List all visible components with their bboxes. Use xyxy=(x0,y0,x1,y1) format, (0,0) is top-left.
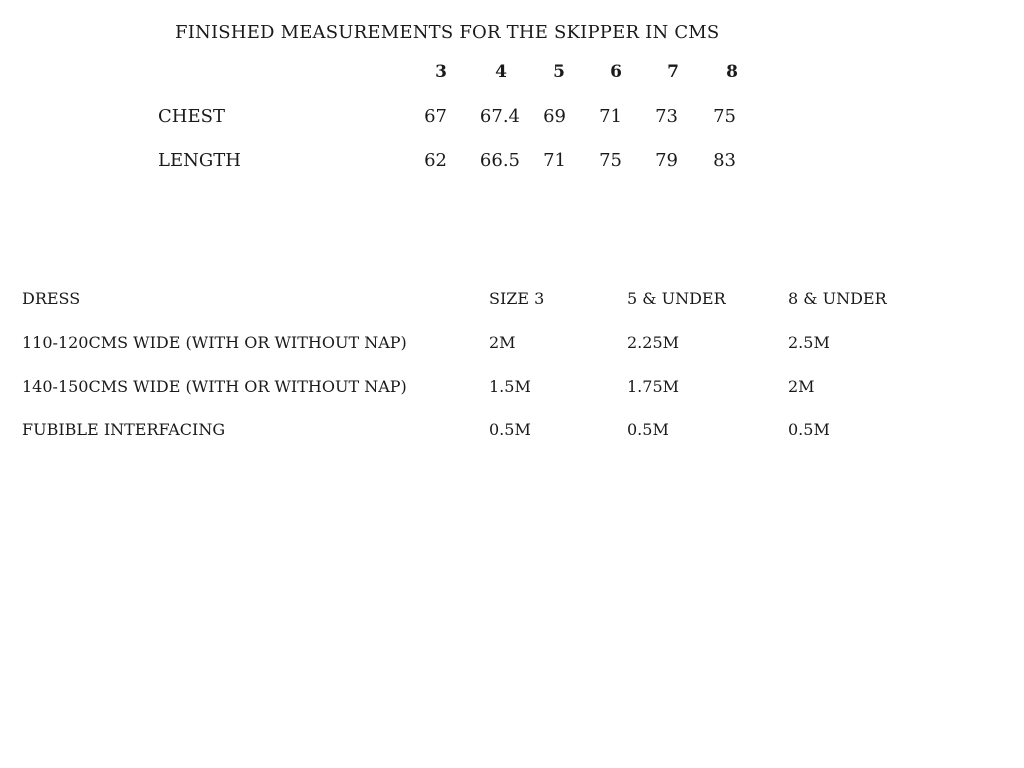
size-header-7: 7 xyxy=(667,62,679,82)
chest-value-3: 67 xyxy=(424,106,447,127)
fabric-row-size-3: 2M xyxy=(489,333,516,352)
fabric-row-label: FUBIBLE INTERFACING xyxy=(22,420,226,439)
chest-value-8: 75 xyxy=(713,106,736,127)
fabric-row-8-under: 2.5M xyxy=(788,333,830,352)
chest-value-6: 71 xyxy=(599,106,622,127)
length-value-5: 71 xyxy=(543,150,566,171)
size-header-4: 4 xyxy=(495,62,507,82)
length-value-6: 75 xyxy=(599,150,622,171)
fabric-row-label: 110-120CMS WIDE (WITH OR WITHOUT NAP) xyxy=(22,333,407,352)
fabric-row-5-under: 1.75M xyxy=(627,377,680,396)
fabric-header-size-3: SIZE 3 xyxy=(489,289,545,308)
fabric-row-size-3: 0.5M xyxy=(489,420,531,439)
size-header-8: 8 xyxy=(726,62,738,82)
size-header-6: 6 xyxy=(610,62,622,82)
fabric-row-5-under: 2.25M xyxy=(627,333,680,352)
fabric-row-size-3: 1.5M xyxy=(489,377,531,396)
fabric-row-label: 140-150CMS WIDE (WITH OR WITHOUT NAP) xyxy=(22,377,407,396)
size-header-5: 5 xyxy=(553,62,565,82)
length-value-4: 66.5 xyxy=(479,150,520,171)
length-label: LENGTH xyxy=(158,150,241,171)
fabric-row-5-under: 0.5M xyxy=(627,420,669,439)
length-value-3: 62 xyxy=(424,150,447,171)
measurements-title: FINISHED MEASUREMENTS FOR THE SKIPPER IN CMS xyxy=(175,22,720,43)
chest-value-7: 73 xyxy=(655,106,678,127)
fabric-header-5-under: 5 & UNDER xyxy=(627,289,726,308)
fabric-row-8-under: 0.5M xyxy=(788,420,830,439)
chest-value-4: 67.4 xyxy=(479,106,520,127)
chest-label: CHEST xyxy=(158,106,225,127)
fabric-header-dress: DRESS xyxy=(22,289,81,308)
fabric-row-8-under: 2M xyxy=(788,377,815,396)
length-value-7: 79 xyxy=(655,150,678,171)
fabric-header-8-under: 8 & UNDER xyxy=(788,289,887,308)
size-header-3: 3 xyxy=(435,62,447,82)
length-value-8: 83 xyxy=(713,150,736,171)
chest-value-5: 69 xyxy=(543,106,566,127)
